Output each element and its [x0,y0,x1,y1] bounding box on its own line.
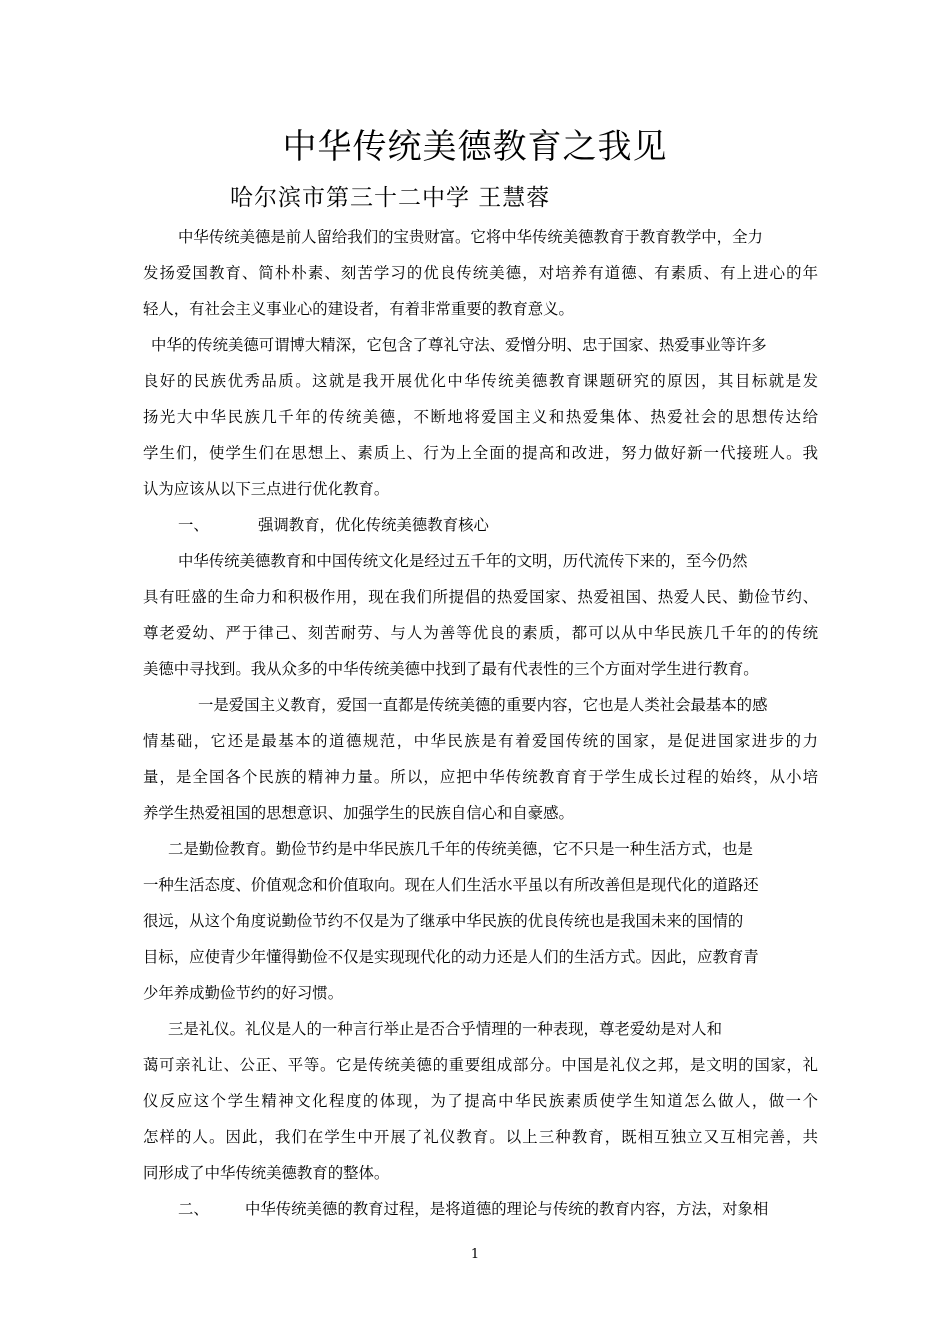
text-line: 同形成了中华传统美德教育的整体。 [143,1164,390,1182]
text-line: 一是爱国主义教育，爱国一直都是传统美德的重要内容，它也是人类社会最基本的感 [198,696,768,714]
text-line: 怎样的人。因此，我们在学生中开展了礼仪教育。以上三种教育，既相互独立又互相完善，共 [143,1128,818,1146]
text-line: 学生们，使学生们在思想上、素质上、行为上全面的提高和改进，努力做好新一代接班人。我 [143,444,818,462]
document-title: 中华传统美德教育之我见 [282,127,668,167]
text-line: 养学生热爱祖国的思想意识、加强学生的民族自信心和自豪感。 [143,804,574,822]
text-line: 三是礼仪。礼仪是人的一种言行举止是否合乎情理的一种表现，尊老爱幼是对人和 [168,1020,723,1038]
text-line: 尊老爱幼、严于律己、刻苦耐劳、与人为善等优良的素质，都可以从中华民族几千年的的传统 [143,624,818,642]
document-author: 哈尔滨市第三十二中学 王慧蓉 [230,185,551,211]
text-line: 目标，应使青少年懂得勤俭不仅是实现现代化的动力还是人们的生活方式。因此，应教育青 [143,948,759,966]
text-line: 轻人，有社会主义事业心的建设者，有着非常重要的教育意义。 [143,300,574,318]
text-line: 发扬爱国教育、简朴朴素、刻苦学习的优良传统美德，对培养有道德、有素质、有上进心的年 [143,264,818,282]
text-line: 量，是全国各个民族的精神力量。所以，应把中华传统教育育于学生成长过程的始终，从小培 [143,768,818,786]
section-heading-text: 中华传统美德的教育过程，是将道德的理论与传统的教育内容，方法，对象相 [245,1200,769,1218]
text-line: 认为应该从以下三点进行优化教育。 [143,480,390,498]
text-line: 中华传统美德是前人留给我们的宝贵财富。它将中华传统美德教育于教育教学中，全力 [178,228,763,246]
section-heading-number: 二、 [178,1200,209,1218]
section-heading-1 [178,514,489,536]
text-line: 少年养成勤俭节约的好习惯。 [143,984,344,1002]
text-line: 一种生活态度、价值观念和价值取向。现在人们生活水平虽以有所改善但是现代化的道路还 [143,876,759,894]
text-line: 良好的民族优秀品质。这就是我开展优化中华传统美德教育课题研究的原因，其目标就是发 [143,372,818,390]
text-line: 二是勤俭教育。勤俭节约是中华民族几千年的传统美德，它不只是一种生活方式，也是 [168,840,753,858]
section-heading-text: 强调教育，优化传统美德教育核心 [258,516,489,534]
text-line: 具有旺盛的生命力和积极作用，现在我们所提倡的热爱国家、热爱祖国、热爱人民、勤俭节约、 [143,588,818,606]
text-line: 中华的传统美德可谓博大精深，它包含了尊礼守法、爱憎分明、忠于国家、热爱事业等许多 [151,336,767,354]
text-line: 很远，从这个角度说勤俭节约不仅是为了继承中华民族的优良传统也是我国未来的国情的 [143,912,744,930]
text-line: 仪反应这个学生精神文化程度的体现，为了提高中华民族素质使学生知道怎么做人，做一个 [143,1092,818,1110]
text-line: 中华传统美德教育和中国传统文化是经过五千年的文明，历代流传下来的，至今仍然 [178,552,748,570]
text-line: 情基础，它还是最基本的道德规范，中华民族是有着爱国传统的国家，是促进国家进步的力 [143,732,818,750]
page-number: 1 [470,1247,480,1262]
section-heading-number: 一、 [178,516,209,534]
text-line: 美德中寻找到。我从众多的中华传统美德中找到了最有代表性的三个方面对学生进行教育。 [143,660,759,678]
section-heading-2 [178,1198,768,1220]
text-line: 扬光大中华民族几千年的传统美德，不断地将爱国主义和热爱集体、热爱社会的思想传达给 [143,408,818,426]
text-line: 蔼可亲礼让、公正、平等。它是传统美德的重要组成部分。中国是礼仪之邦，是文明的国家，礼 [143,1056,818,1074]
